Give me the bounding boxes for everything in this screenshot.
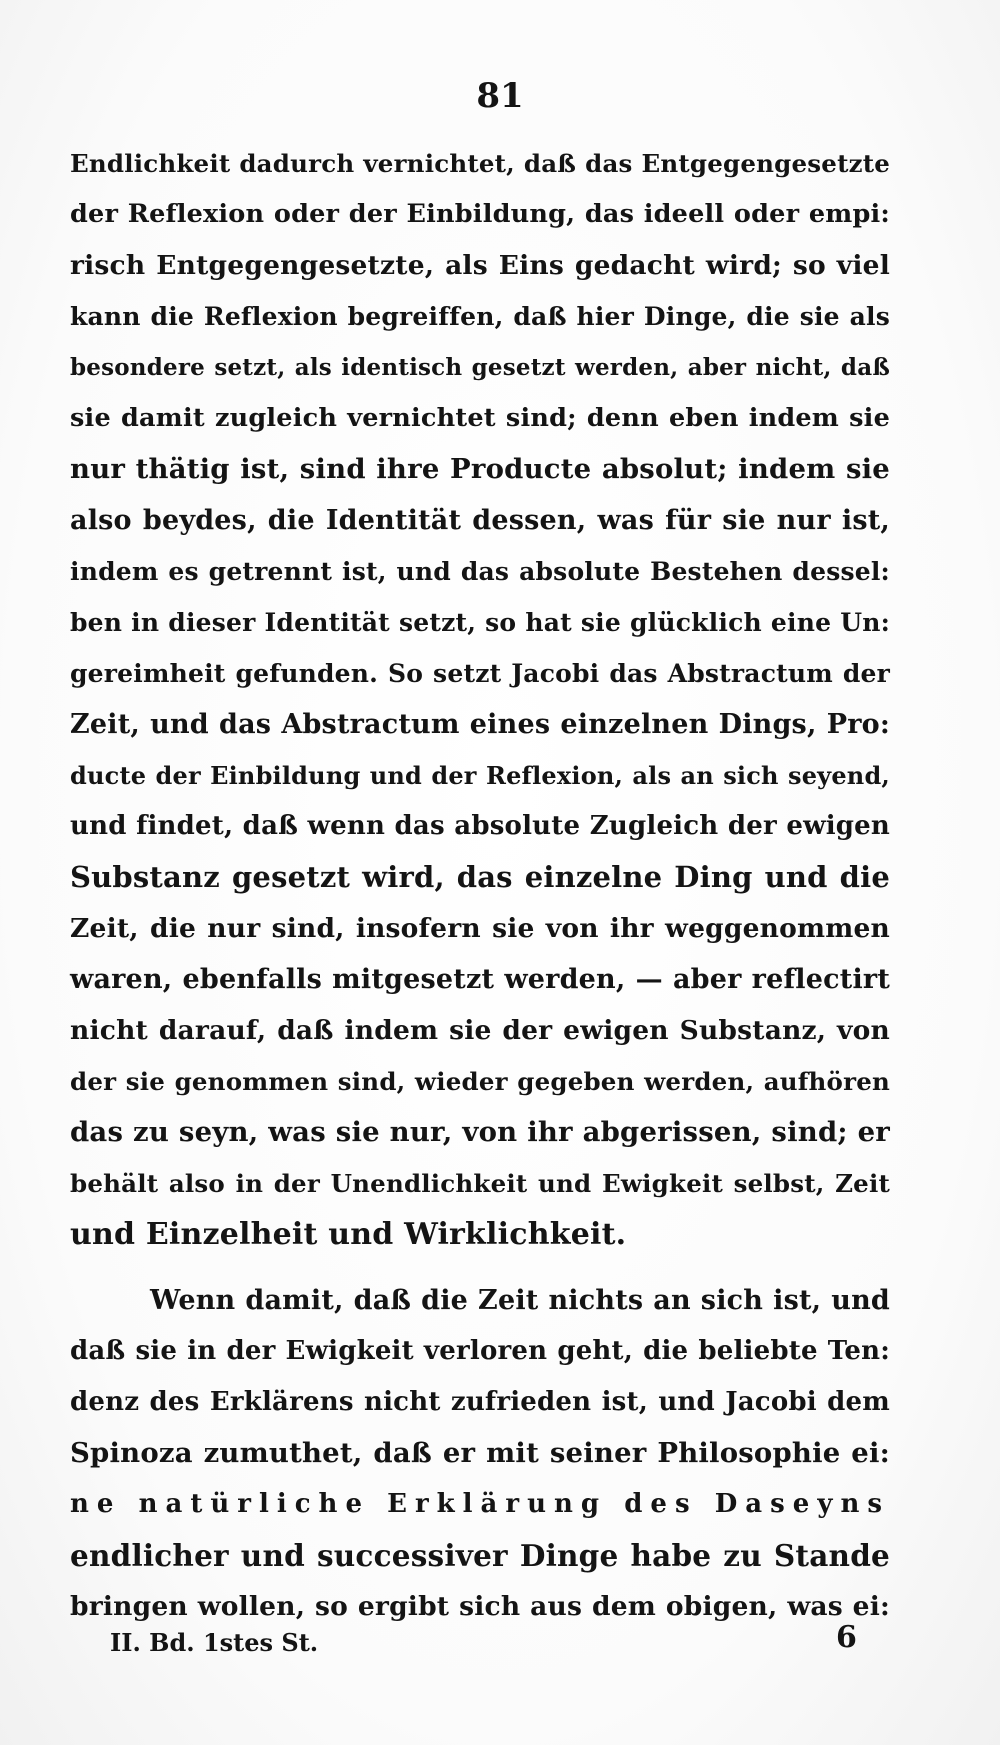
text-line: ne natürliche Erklärung des Daseyns [70, 1489, 890, 1519]
text-line: sie damit zugleich vernichtet sind; denn eben indem sie [70, 403, 890, 433]
text-line: ducte der Einbildung und der Reflexion, als an sich seyend, [70, 761, 890, 790]
text-line: der Reflexion oder der Einbildung, das ideell oder empi: [70, 199, 890, 229]
text-line: Wenn damit, daß die Zeit nichts an sich ist, und [150, 1285, 890, 1316]
text-line: und Einzelheit und Wirklichkeit. [70, 1217, 627, 1252]
text-line: und findet, daß wenn das absolute Zugleich der ewigen [70, 811, 890, 841]
text-line: besondere setzt, als identisch gesetzt werden, aber nicht, daß [70, 354, 890, 381]
text-line: das zu seyn, was sie nur, von ihr abgerissen, sind; er [70, 1116, 890, 1148]
text-line: kann die Reflexion begreiffen, daß hier Dinge, die sie als [70, 302, 890, 331]
sheet-number: 6 [836, 1620, 857, 1655]
text-line: Spinoza zumuthet, daß er mit seiner Philosophie ei: [70, 1437, 890, 1469]
page-number: 81 [476, 76, 524, 116]
text-line: bringen wollen, so ergibt sich aus dem obigen, was ei: [70, 1591, 890, 1622]
sheet-signature: II. Bd. 1stes St. [110, 1628, 319, 1657]
text-line: nicht darauf, daß indem sie der ewigen Substanz, von [70, 1015, 890, 1046]
text-line: ben in dieser Identität setzt, so hat sie glücklich eine Un: [70, 608, 890, 637]
text-line: gereimheit gefunden. So setzt Jacobi das Abstractum der [70, 659, 890, 688]
paragraph-1 [70, 138, 890, 1260]
text-line: risch Entgegengesetzte, als Eins gedacht wird; so viel [70, 250, 890, 281]
text-line: waren, ebenfalls mitgesetzt werden, — aber reflectirt [70, 964, 890, 995]
text-line: der sie genommen sind, wieder gegeben werden, aufhören [70, 1067, 890, 1096]
text-line: Zeit, und das Abstractum eines einzelnen Dings, Pro: [70, 709, 890, 740]
text-line: Endlichkeit dadurch vernichtet, daß das Entgegengesetzte [70, 149, 890, 178]
text-line: endlicher und successiver Dinge habe zu Stande [70, 1538, 890, 1573]
paragraph-2 [70, 1275, 890, 1632]
text-line: denz des Erklärens nicht zufrieden ist, und Jacobi dem [70, 1387, 890, 1417]
text-line: nur thätig ist, sind ihre Producte absolut; indem sie [70, 453, 890, 485]
text-line: also beydes, die Identität dessen, was für sie nur ist, [70, 505, 890, 536]
text-line: behält also in der Unendlichkeit und Ewigkeit selbst, Zeit [70, 1169, 890, 1198]
text-line: Substanz gesetzt wird, das einzelne Ding und die [70, 860, 890, 894]
text-line: Zeit, die nur sind, insofern sie von ihr weggenommen [70, 913, 890, 944]
text-line: indem es getrennt ist, und das absolute Bestehen dessel: [70, 557, 890, 586]
text-line: daß sie in der Ewigkeit verloren geht, die beliebte Ten: [70, 1336, 890, 1366]
